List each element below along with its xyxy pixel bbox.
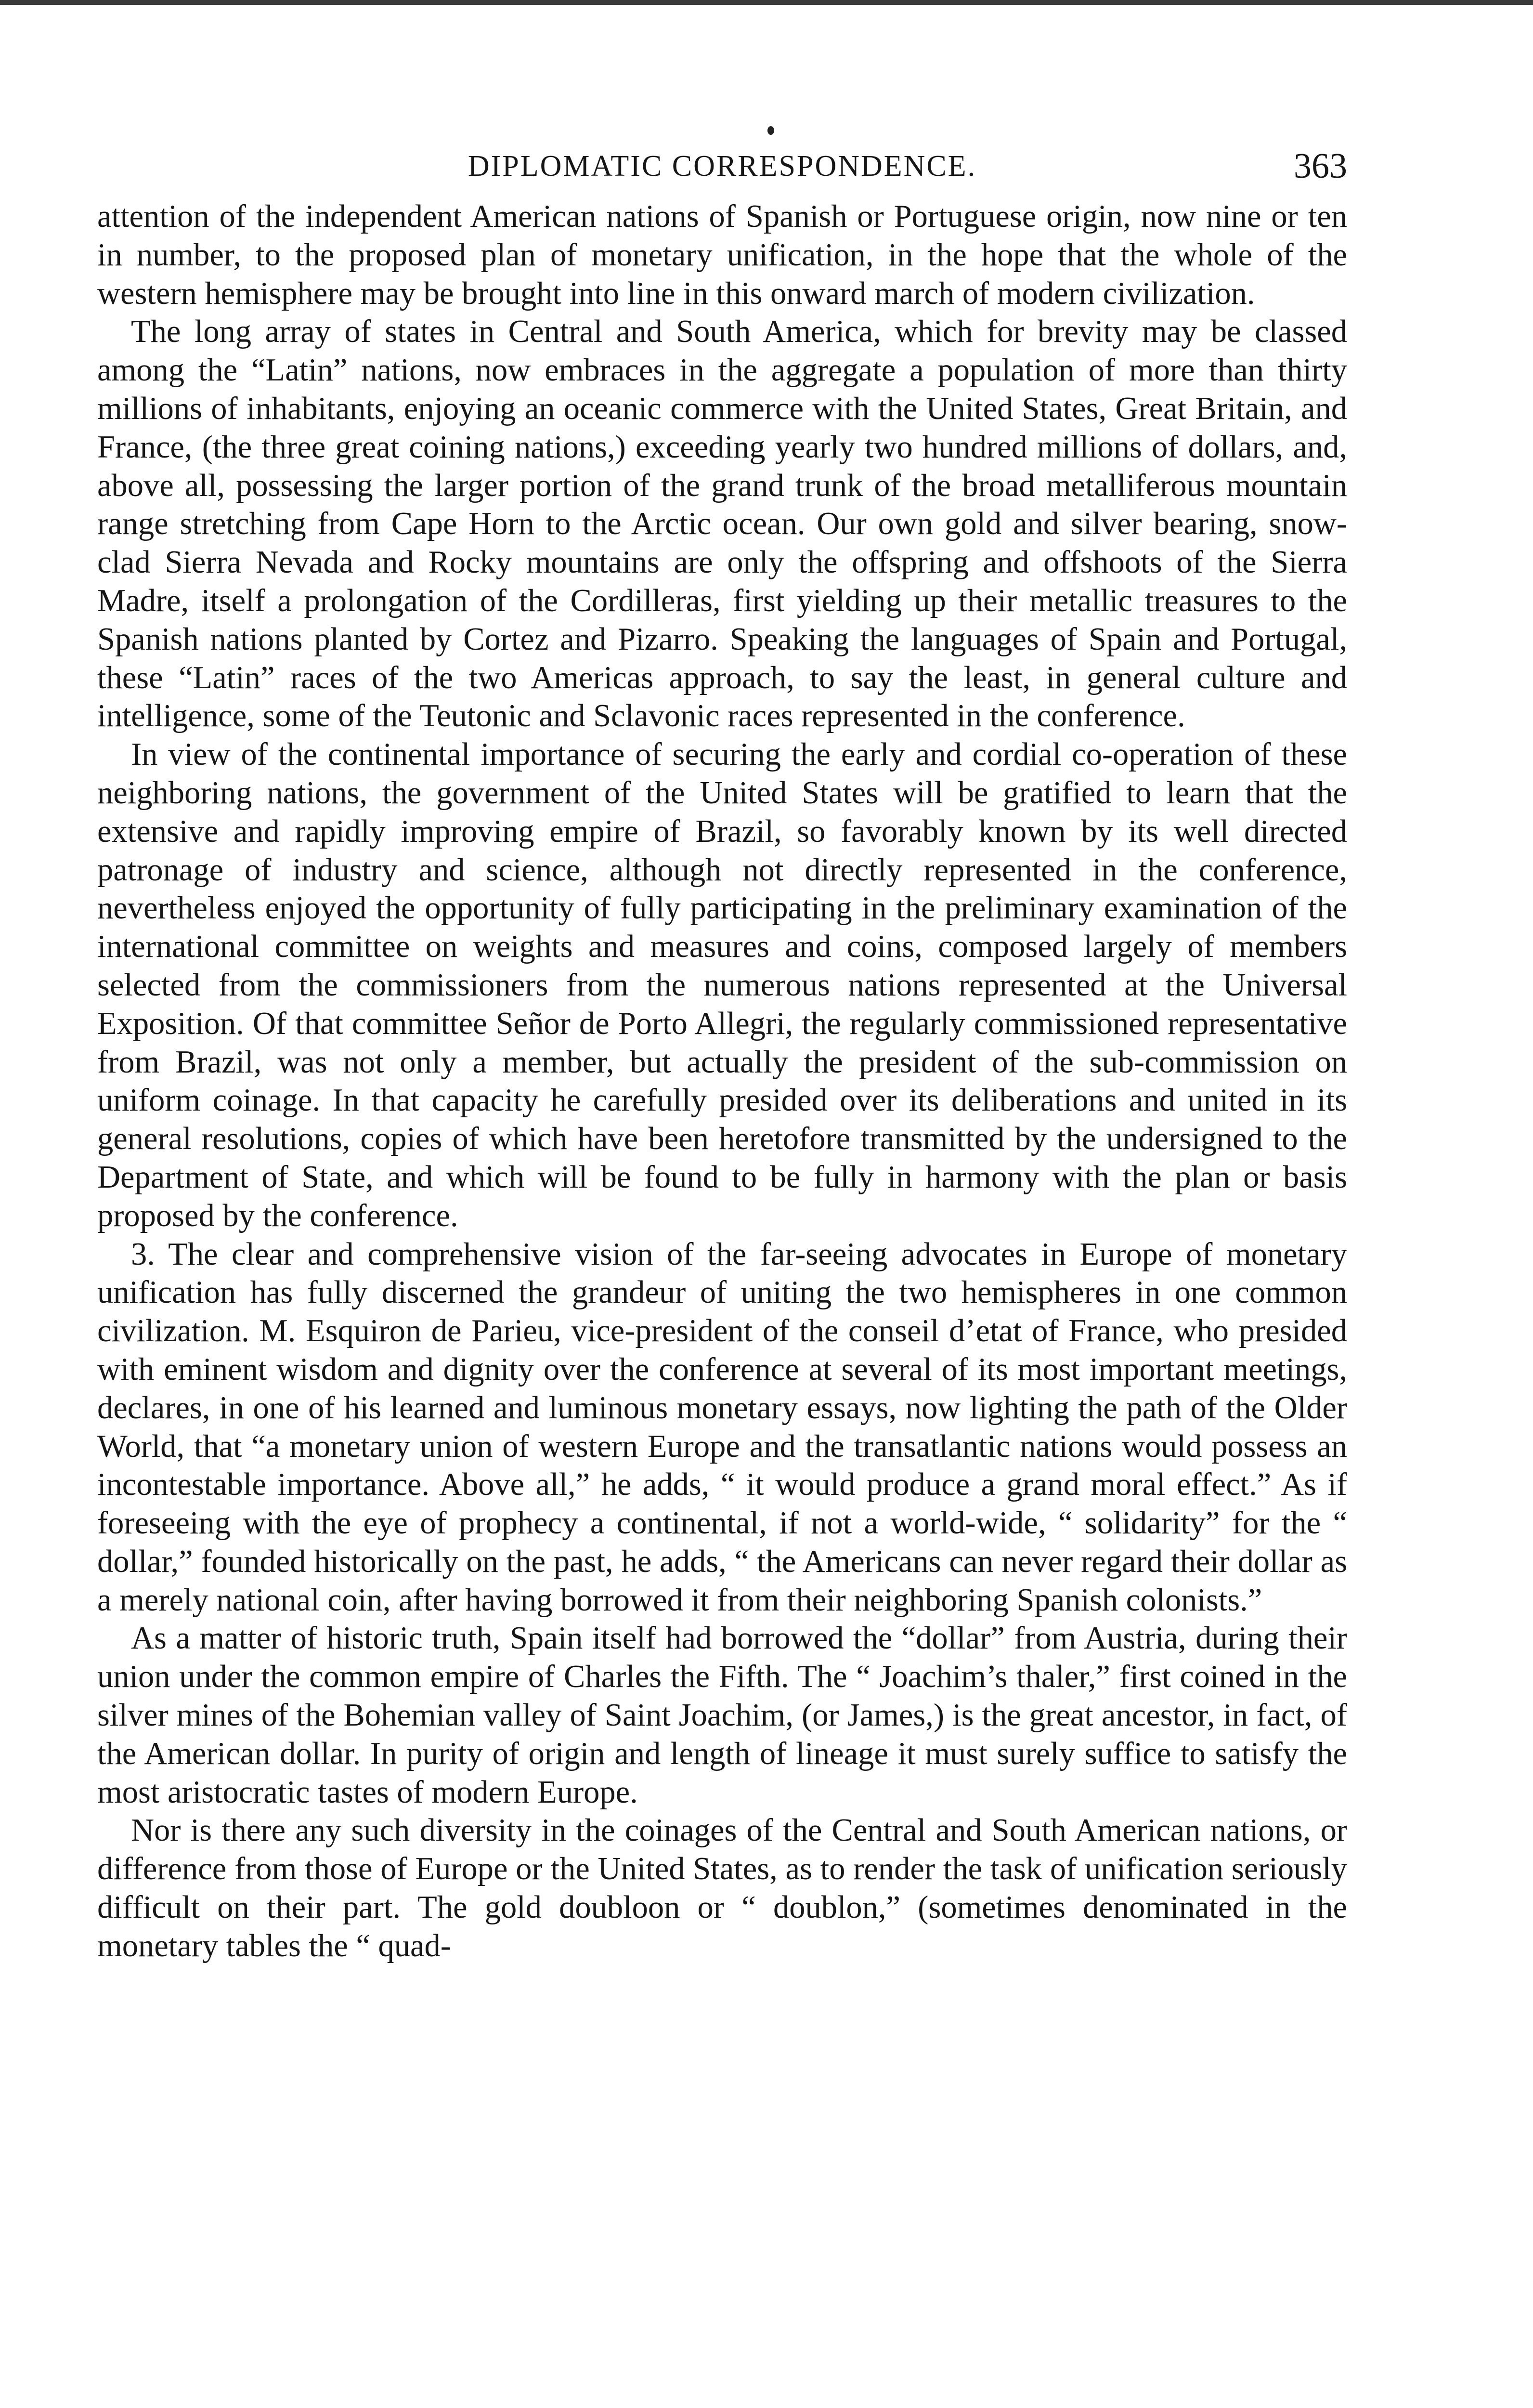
ink-speck-top — [767, 126, 774, 135]
book-page — [97, 144, 1347, 1965]
running-head — [97, 144, 1347, 197]
paragraph-2: The long array of states in Central and South America, which for brevity may be classed among the “Latin” nations, now embraces in the aggregate a population of more than thirty millions of inhabitants, enjoying an oceanic commerce with the United States, Great Britain, and France, (the three great coining nations,) exceeding yearly two hundred millions of dollars, and, above all, possessing the larger portion of the grand trunk of the broad metalliferous mountain range stretching from Cape Horn to the Arctic ocean. Our own gold and silver bearing, snow-clad Sierra Nevada and Rocky mountains are only the offspring and offshoots of the Sierra Madre, itself a prolongation of the Cordilleras, first yielding up their metallic treasures to the Spanish nations planted by Cortez and Pizarro. Speaking the languages of Spain and Portugal, these “Latin” races of the two Americas approach, to say the least, in general culture and intelligence, some of the Teutonic and Sclavonic races represented in the conference. — [97, 314, 1347, 734]
page-number: 363 — [1294, 146, 1347, 186]
paragraph-5: As a matter of historic truth, Spain itself had borrowed the “dollar” from Austria, during their union under the common empire of Charles the Fifth. The “ Joachim’s thaler,” first coined in the silver mines of the Bohemian valley of Saint Joachim, (or James,) is the great ancestor, in fact, of the American dollar. In purity of origin and length of lineage it must surely suffice to satisfy the most aristocratic tastes of modern Europe. — [97, 1621, 1347, 1810]
paragraph-4: 3. The clear and comprehensive vision of the far-seeing advocates in Europe of monetary unification has fully discerned the grandeur of uniting the two hemispheres in one common civilization. M. Esquiron de Parieu, vice-president of the conseil d’etat of France, who presided with eminent wisdom and dignity over the conference at several of its most important meetings, declares, in one of his learned and luminous monetary essays, now lighting the path of the Older World, that “a monetary union of western Europe and the transatlantic nations would possess an incontestable importance. Above all,” he adds, “ it would produce a grand moral effect.” As if foreseeing with the eye of prophecy a continental, if not a world-wide, “ solidarity” for the “ dollar,” founded historically on the past, he adds, “ the Americans can never regard their dollar as a merely national coin, after having borrowed it from their neighboring Spanish colonists.” — [97, 1236, 1347, 1618]
body-text — [97, 197, 1347, 1965]
paragraph-3: In view of the continental importance of securing the early and cordial co-operation of these neighboring nations, the government of the United States will be gratified to learn that the extensive and rapidly improving empire of Brazil, so favorably known by its well directed patronage of industry and science, although not directly represented in the conference, nevertheless enjoyed the opportunity of fully participating in the preliminary examination of the international committee on weights and measures and coins, composed largely of members selected from the commissioners from the numerous nations represented at the Universal Exposition. Of that committee Señor de Porto Allegri, the regularly commissioned representative from Brazil, was not only a member, but actually the president of the sub-commission on uniform coinage. In that capacity he carefully presided over its deliberations and united in its general resolutions, copies of which have been heretofore transmitted by the undersigned to the Department of State, and which will be found to be fully in harmony with the plan or basis proposed by the conference. — [97, 737, 1347, 1233]
running-head-title: DIPLOMATIC CORRESPONDENCE. — [468, 150, 977, 183]
paragraph-6: Nor is there any such diversity in the coinages of the Central and South American nations, or difference from those of Europe or the United States, as to render the task of unification seriously difficult on their part. The gold doubloon or “ doublon,” (sometimes denominated in the monetary tables the “ quad- — [97, 1813, 1347, 1963]
paragraph-1: attention of the independent American nations of Spanish or Portuguese origin, now nine or ten in number, to the proposed plan of monetary unification, in the hope that the whole of the western hemisphere may be brought into line in this onward march of modern civilization. — [97, 199, 1347, 311]
page-top-edge — [0, 0, 1533, 5]
